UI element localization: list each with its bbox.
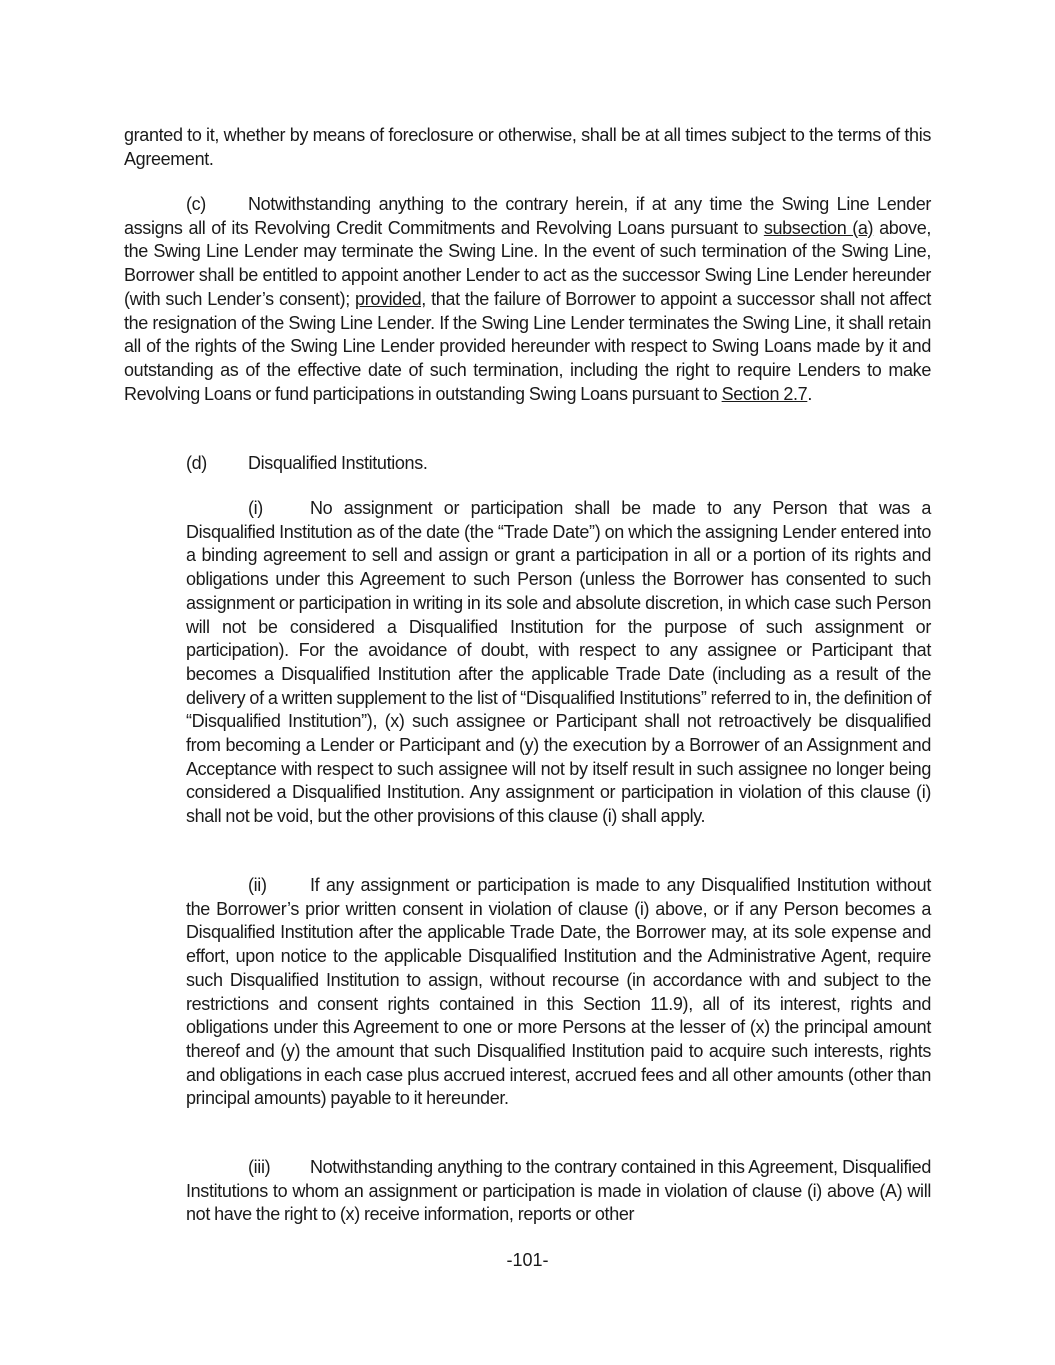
paragraph-d-ii xyxy=(186,874,931,1111)
paragraph-d-heading: Disqualified Institutions. xyxy=(248,453,428,473)
subsection-a-reference: subsection (a) xyxy=(763,217,874,238)
paragraph-d-ii-label: (ii) xyxy=(248,875,267,895)
paragraph-c-label: (c) xyxy=(186,194,206,214)
paragraph-d-i xyxy=(186,497,931,829)
paragraph-c-text-4: . xyxy=(807,383,812,404)
paragraph-d xyxy=(186,452,931,476)
paragraph-d-i-text: No assignment or participation shall be made to any Person that was a Disqualified Institution as of the date (the “Trade Date”) on which the assigning Lender entered into a binding agreement to sell and assign or grant a participation in all or a portion of its rights and obligations under this Agreement to such Person (unless the Borrower has consented to such assignment or participation in writing in its sole and absolute discretion, in which case such Person will not be considered a Disqualified Institution for the purpose of such assignment or participation). For the avoidance of doubt, with respect to any assignee or Participant that becomes a Disqualified Institution after the applicable Trade Date (including as a result of the delivery of a written supplement to the list of “Disqualified Institutions” referred to in, the definition of “Disqualified Institution”), (x) such assignee or Participant shall not retroactively be disqualified from becoming a Lender or Participant and (y) the execution by a Borrower of an Assignment and Acceptance with respect to such assignee will not by itself result in such assignee no longer being considered a Disqualified Institution. Any assignment or participation in violation of this clause (i) shall not be void, but the other provisions of this clause (i) shall apply. xyxy=(186,498,931,827)
continued-text: granted to it, whether by means of foreclosure or otherwise, shall be at all times subject to the terms of this Agreement. xyxy=(124,125,931,169)
paragraph-d-label: (d) xyxy=(186,453,207,473)
paragraph-d-i-label: (i) xyxy=(248,498,263,518)
paragraph-c xyxy=(124,193,931,406)
paragraph-d-iii xyxy=(186,1156,931,1227)
paragraph-d-iii-label: (iii) xyxy=(248,1157,271,1177)
paragraph-d-ii-text: If any assignment or participation is made to any Disqualified Institution without the Borrower’s prior written consent in violation of clause (i) above, or if any Person becomes a Disqualified Institution after the applicable Trade Date, the Borrower may, at its sole expense and effort, upon notice to the applicable Disqualified Institution and the Administrative Agent, require such Disqualified Institution to assign, without recourse (in accordance with and subject to the restrictions and consent rights contained in this Section 11.9), all of its interest, rights and obligations under this Agreement to one or more Persons at the lesser of (x) the principal amount thereof and (y) the amount that such Disqualified Institution paid to acquire such interests, rights and obligations in each case plus accrued interest, accrued fees and all other amounts (other than principal amounts) payable to it hereunder. xyxy=(186,875,931,1109)
provided-term: provided, xyxy=(355,288,426,309)
page-number: -101- xyxy=(506,1250,549,1270)
paragraph-c-text-1: Notwithstanding anything to the contrary herein, if at any time the Swing Line Lender assigns all of its Revolving Credit Commitments and Revolving Loans pursuant to xyxy=(124,194,931,238)
paragraph-c-text-3: that the failure of Borrower to appoint a successor shall not affect the resignation of the Swing Line Lender. If the Swing Line Lender terminates the Swing Line, it shall retain all of the rights of the Swing Line Lender provided hereunder with respect to Swing Loans made by it and outstanding as of the effective date of such termination, including the right to require Lenders to make Revolving Loans or fund participations in outstanding Swing Loans pursuant to xyxy=(124,288,931,404)
paragraph-d-iii-text: Notwithstanding anything to the contrary contained in this Agreement, Disqualified Institutions to whom an assignment or participation is made in violation of clause (i) above (A) will not have the right to (x) receive information, reports or other xyxy=(186,1157,931,1225)
continued-paragraph xyxy=(124,124,931,171)
section-2-7-reference: Section 2.7 xyxy=(721,383,808,404)
paragraph-c-text-2: above, the Swing Line Lender may terminate the Swing Line. In the event of such termination of the Swing Line, Borrower shall be entitled to appoint another Lender to act as the successor Swing Line Lender hereunder (with such Lender’s consent); xyxy=(124,217,932,309)
